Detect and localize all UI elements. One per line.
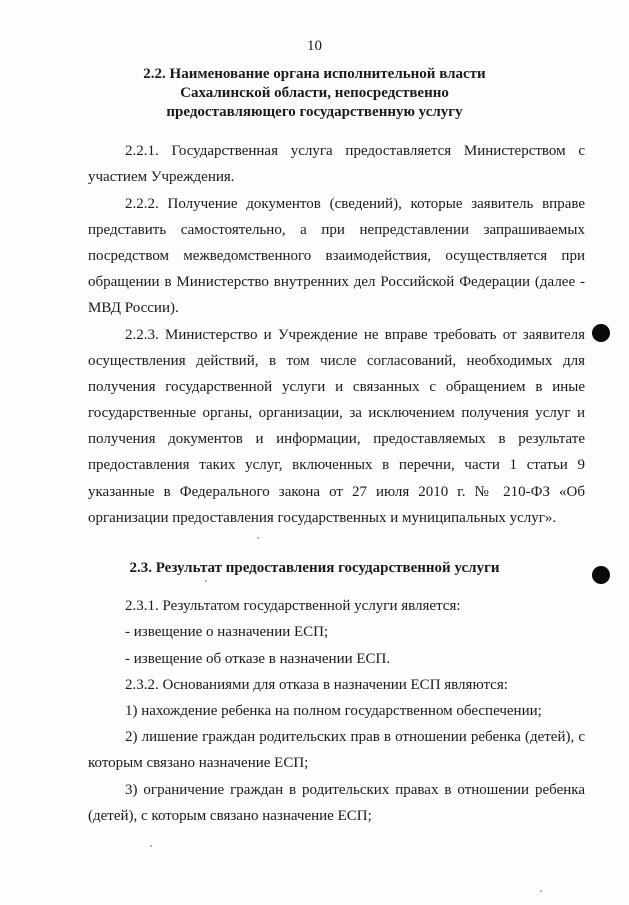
paragraph-line: МВД России). (88, 300, 179, 316)
list-item: - извещение об отказе в назначении ЕСП. (125, 651, 391, 667)
punch-hole-mark (592, 566, 610, 584)
scan-speck (205, 580, 207, 582)
list-item: 2) лишение граждан родительских прав в отношении ребенка (детей), с (125, 729, 585, 745)
heading-line-2: Сахалинской области, непосредственно (180, 85, 449, 101)
heading-line-1: 2.2. Наименование органа исполнительной власти (143, 66, 486, 82)
paragraph-line: обращении в Министерство внутренних дел Российской Федерации (далее - (88, 274, 585, 290)
section-2-2-heading (0, 65, 629, 122)
paragraph-line: получения документов и информации, предоставляемых в результате (88, 431, 585, 447)
paragraph-line: государственные органы, организации, за исключением получения услуг и (88, 405, 585, 421)
paragraph-line: 2.3.1. Результатом государственной услуги является: (125, 598, 461, 614)
heading-line-3: предоставляющего государственную услугу (166, 104, 463, 120)
paragraph-line: предоставления таких услуг, включенных в перечни, части 1 статьи 9 (88, 457, 585, 473)
scan-speck (540, 890, 542, 892)
paragraph-line: представить самостоятельно, а при непредставлении запрашиваемых (88, 222, 585, 238)
paragraph-line: участием Учреждения. (88, 169, 235, 185)
paragraph-line: указанные в Федерального закона от 27 июля 2010 г. № 210-ФЗ «Об (88, 484, 585, 500)
paragraph-line: 2.3.2. Основаниями для отказа в назначении ЕСП являются: (125, 677, 508, 693)
paragraph-line: осуществления действий, в том числе согласований, необходимых для (88, 353, 585, 369)
scan-speck (257, 537, 259, 539)
paragraph-line: 2.2.3. Министерство и Учреждение не вправе требовать от заявителя (125, 327, 585, 343)
list-item-continuation: которым связано назначение ЕСП; (88, 755, 309, 771)
paragraph-line: 2.2.1. Государственная услуга предоставляется Министерством с (125, 143, 585, 159)
list-item: 3) ограничение граждан в родительских правах в отношении ребенка (125, 782, 585, 798)
paragraph-line: получения государственной услуги и связанных с обращением в иные (88, 379, 585, 395)
scan-speck (150, 845, 152, 847)
list-item: - извещение о назначении ЕСП; (125, 624, 329, 640)
paragraph-line: организации предоставления государственных и муниципальных услуг». (88, 510, 557, 526)
page-number: 10 (307, 38, 322, 54)
paragraph-line: посредством межведомственного взаимодействия, осуществляется при (88, 248, 585, 264)
list-item-continuation: (детей), с которым связано назначение ЕСП; (88, 808, 372, 824)
section-2-3-heading: 2.3. Результат предоставления государственной услуги (129, 560, 500, 576)
list-item: 1) нахождение ребенка на полном государственном обеспечении; (125, 703, 542, 719)
paragraph-line: 2.2.2. Получение документов (сведений), которые заявитель вправе (125, 196, 585, 212)
punch-hole-mark (592, 324, 610, 342)
